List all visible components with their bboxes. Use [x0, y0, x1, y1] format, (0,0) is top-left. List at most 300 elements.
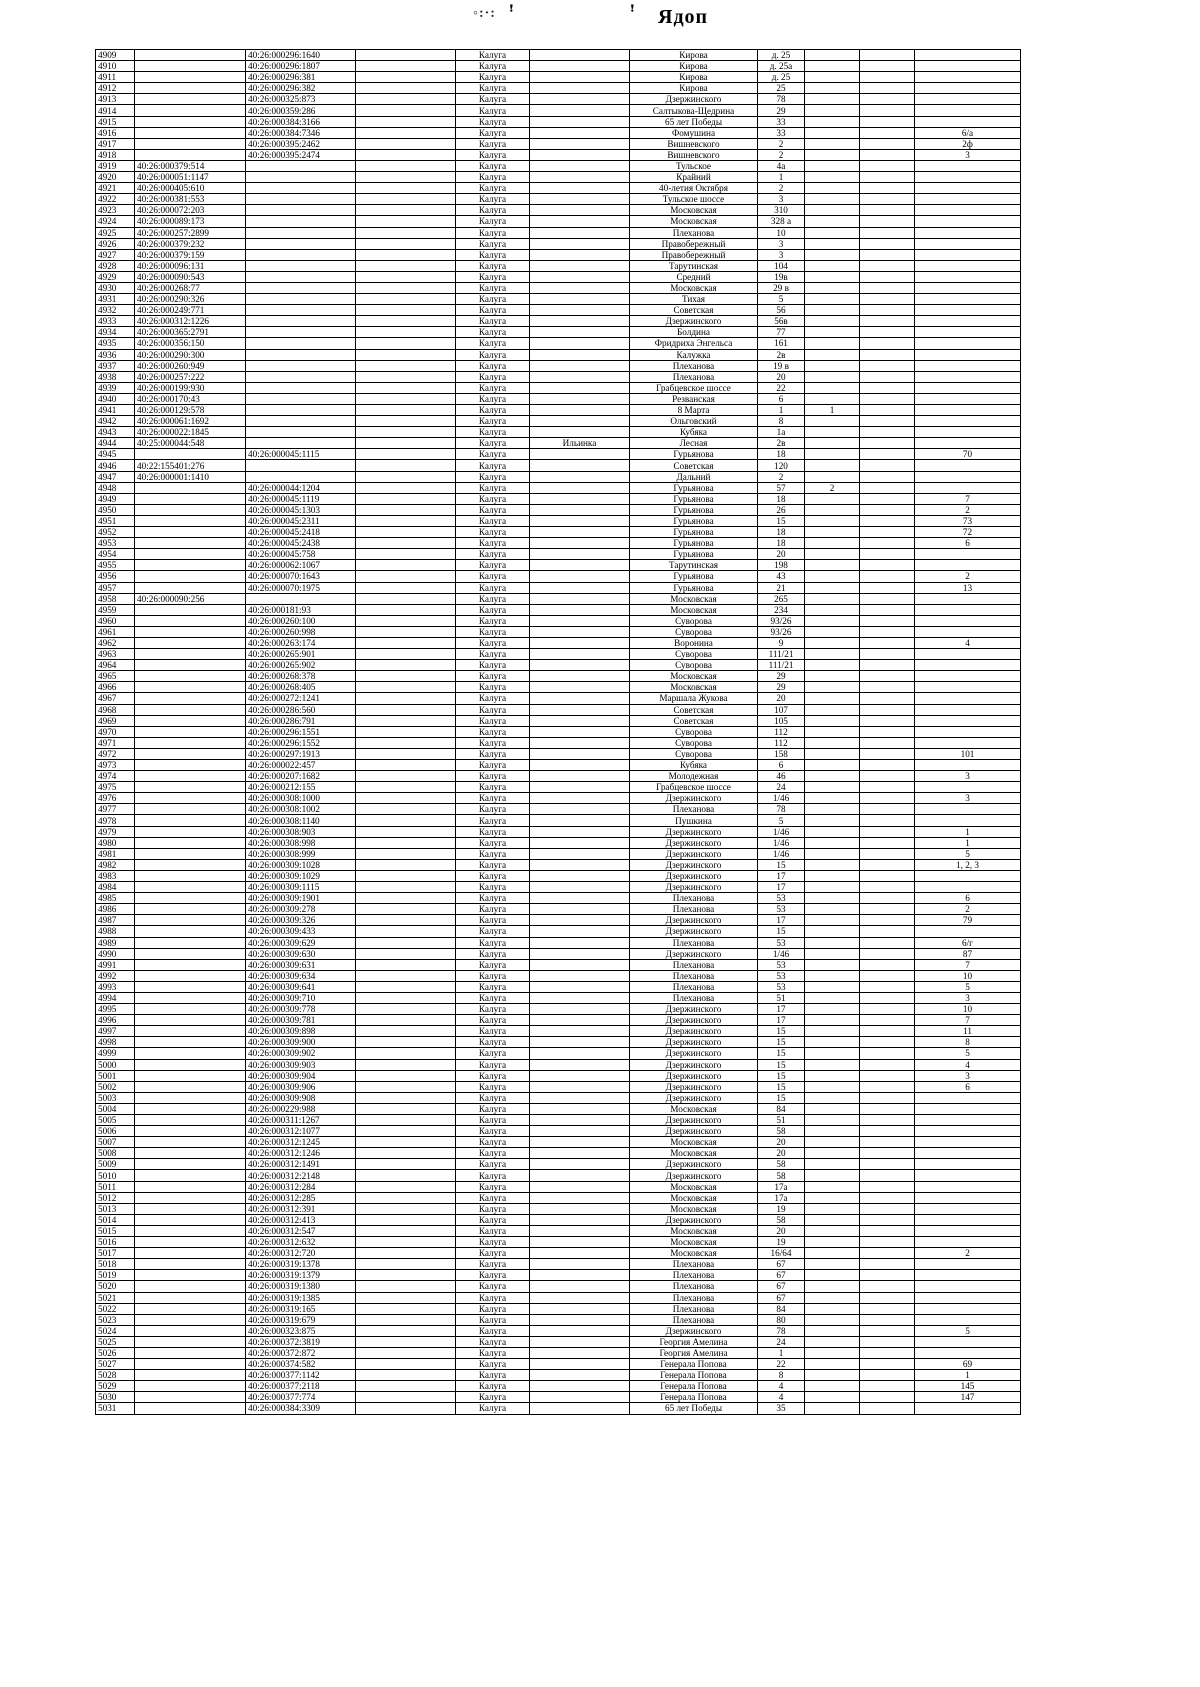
cell-col-empty — [356, 693, 456, 704]
cell-house-number: 15 — [758, 1059, 805, 1070]
cell-city: Калуга — [456, 427, 530, 438]
cell-cadastral-number-land — [135, 1359, 246, 1370]
cell-city: Калуга — [456, 360, 530, 371]
cell-cadastral-number-building: 40:26:000286:560 — [246, 704, 356, 715]
cell-col-empty — [356, 826, 456, 837]
cell-cadastral-number-land: 40:26:000405:610 — [135, 183, 246, 194]
table-row — [96, 416, 1021, 427]
cell-apartment — [915, 271, 1021, 282]
cell-cadastral-number-building — [246, 238, 356, 249]
cell-row-number: 4962 — [96, 637, 135, 648]
cell-cadastral-number-building — [246, 427, 356, 438]
cell-row-number: 4938 — [96, 371, 135, 382]
cell-structure — [860, 305, 915, 316]
cell-structure — [860, 1170, 915, 1181]
cell-structure — [860, 1292, 915, 1303]
cell-building — [805, 1004, 860, 1015]
cell-building — [805, 1203, 860, 1214]
cell-cadastral-number-land — [135, 1103, 246, 1114]
cell-structure — [860, 50, 915, 61]
cell-cadastral-number-building — [246, 360, 356, 371]
cell-structure — [860, 671, 915, 682]
cell-structure — [860, 1270, 915, 1281]
cell-structure — [860, 271, 915, 282]
cell-cadastral-number-building: 40:26:000309:903 — [246, 1059, 356, 1070]
cell-city: Калуга — [456, 338, 530, 349]
cell-house-number: 4а — [758, 160, 805, 171]
cell-city: Калуга — [456, 693, 530, 704]
cell-row-number: 4949 — [96, 493, 135, 504]
cell-city: Калуга — [456, 1037, 530, 1048]
cell-settlement — [530, 760, 630, 771]
cell-row-number: 4957 — [96, 582, 135, 593]
cell-house-number: 158 — [758, 748, 805, 759]
cell-street: Дзержинского — [630, 1070, 758, 1081]
cell-col-empty — [356, 1325, 456, 1336]
cell-cadastral-number-building: 40:26:000265:901 — [246, 649, 356, 660]
cell-cadastral-number-building: 40:26:000312:547 — [246, 1225, 356, 1236]
cell-row-number: 5000 — [96, 1059, 135, 1070]
cell-row-number: 5027 — [96, 1359, 135, 1370]
cell-cadastral-number-land — [135, 549, 246, 560]
cell-col-empty — [356, 904, 456, 915]
table-row — [96, 194, 1021, 205]
cell-house-number: 161 — [758, 338, 805, 349]
cell-col-empty — [356, 571, 456, 582]
cell-building — [805, 338, 860, 349]
cell-structure — [860, 282, 915, 293]
cell-city: Калуга — [456, 815, 530, 826]
cell-structure — [860, 1259, 915, 1270]
table-row — [96, 1103, 1021, 1114]
cell-city: Калуга — [456, 549, 530, 560]
table-row — [96, 515, 1021, 526]
cell-settlement — [530, 837, 630, 848]
cell-house-number: 9 — [758, 637, 805, 648]
cell-house-number: 19в — [758, 271, 805, 282]
cell-house-number: д. 25 — [758, 50, 805, 61]
cell-house-number: 17а — [758, 1192, 805, 1203]
cell-street: Плеханова — [630, 804, 758, 815]
cell-city: Калуга — [456, 715, 530, 726]
cell-settlement — [530, 538, 630, 549]
cell-house-number: 19 в — [758, 360, 805, 371]
cell-row-number: 4921 — [96, 183, 135, 194]
cell-cadastral-number-building — [246, 327, 356, 338]
cell-building — [805, 649, 860, 660]
cell-city: Калуга — [456, 94, 530, 105]
cell-cadastral-number-land — [135, 837, 246, 848]
cell-settlement — [530, 260, 630, 271]
cell-apartment — [915, 338, 1021, 349]
cell-street: Московская — [630, 1248, 758, 1259]
cell-settlement — [530, 460, 630, 471]
cell-cadastral-number-land — [135, 1126, 246, 1137]
cell-apartment — [915, 671, 1021, 682]
cell-cadastral-number-building: 40:26:000372:872 — [246, 1347, 356, 1358]
cell-apartment — [915, 1103, 1021, 1114]
cell-building — [805, 83, 860, 94]
cell-cadastral-number-building: 40:26:000312:285 — [246, 1192, 356, 1203]
cell-building — [805, 393, 860, 404]
table-row — [96, 859, 1021, 870]
cell-street: Резванская — [630, 393, 758, 404]
cell-building — [805, 560, 860, 571]
cell-row-number: 4953 — [96, 538, 135, 549]
cell-cadastral-number-land: 40:26:000129:578 — [135, 405, 246, 416]
cell-cadastral-number-land — [135, 870, 246, 881]
cell-city: Калуга — [456, 915, 530, 926]
cell-cadastral-number-land — [135, 848, 246, 859]
cell-cadastral-number-building — [246, 349, 356, 360]
cell-street: Дзержинского — [630, 1015, 758, 1026]
cell-cadastral-number-land — [135, 127, 246, 138]
cell-apartment — [915, 715, 1021, 726]
cell-street: Плеханова — [630, 992, 758, 1003]
table-row — [96, 893, 1021, 904]
cell-row-number: 5029 — [96, 1381, 135, 1392]
cell-settlement — [530, 915, 630, 926]
cell-street: Фомушина — [630, 127, 758, 138]
cell-house-number: 25 — [758, 83, 805, 94]
cell-cadastral-number-building: 40:26:000286:791 — [246, 715, 356, 726]
cell-building: 1 — [805, 405, 860, 416]
cell-structure — [860, 726, 915, 737]
header-scan-mark: ꜝ — [509, 6, 515, 21]
cell-building — [805, 305, 860, 316]
cell-street: Дзержинского — [630, 94, 758, 105]
cell-col-empty — [356, 1159, 456, 1170]
cell-cadastral-number-land: 40:26:000379:232 — [135, 238, 246, 249]
cell-structure — [860, 405, 915, 416]
table-row — [96, 981, 1021, 992]
cell-col-empty — [356, 515, 456, 526]
cell-city: Калуга — [456, 83, 530, 94]
cell-apartment — [915, 1192, 1021, 1203]
cell-street: Советская — [630, 704, 758, 715]
cell-row-number: 5013 — [96, 1203, 135, 1214]
table-row — [96, 937, 1021, 948]
cell-street: Дзержинского — [630, 926, 758, 937]
cell-street: Гурьянова — [630, 482, 758, 493]
cell-apartment — [915, 1181, 1021, 1192]
cell-structure — [860, 1037, 915, 1048]
cell-structure — [860, 438, 915, 449]
cell-cadastral-number-land — [135, 1248, 246, 1259]
cell-row-number: 4913 — [96, 94, 135, 105]
cell-building — [805, 127, 860, 138]
cell-structure — [860, 593, 915, 604]
cell-apartment — [915, 1126, 1021, 1137]
cell-col-empty — [356, 83, 456, 94]
cell-building — [805, 327, 860, 338]
cell-cadastral-number-land — [135, 815, 246, 826]
cell-row-number: 4947 — [96, 471, 135, 482]
cell-city: Калуга — [456, 726, 530, 737]
cell-city: Калуга — [456, 238, 530, 249]
cell-house-number: 6 — [758, 393, 805, 404]
cell-structure — [860, 449, 915, 460]
cell-apartment: 73 — [915, 515, 1021, 526]
cell-street: Воронина — [630, 637, 758, 648]
cell-house-number: 58 — [758, 1159, 805, 1170]
cell-house-number: д. 25а — [758, 61, 805, 72]
cell-cadastral-number-land: 40:25:000044:548 — [135, 438, 246, 449]
table-row — [96, 1059, 1021, 1070]
cell-street: Суворова — [630, 748, 758, 759]
cell-city: Калуга — [456, 1259, 530, 1270]
cell-cadastral-number-land — [135, 804, 246, 815]
cell-settlement — [530, 316, 630, 327]
cell-street: Дзержинского — [630, 316, 758, 327]
cell-street: Генерала Попова — [630, 1392, 758, 1403]
cell-structure — [860, 1248, 915, 1259]
cell-settlement — [530, 771, 630, 782]
cell-settlement — [530, 405, 630, 416]
cell-cadastral-number-land — [135, 138, 246, 149]
cell-city: Калуга — [456, 327, 530, 338]
table-row — [96, 238, 1021, 249]
cell-structure — [860, 160, 915, 171]
cell-cadastral-number-building — [246, 416, 356, 427]
cell-cadastral-number-land — [135, 1004, 246, 1015]
cell-col-empty — [356, 882, 456, 893]
cell-row-number: 5025 — [96, 1336, 135, 1347]
cell-apartment: 3 — [915, 1070, 1021, 1081]
cell-row-number: 4934 — [96, 327, 135, 338]
cell-apartment — [915, 316, 1021, 327]
cell-building — [805, 704, 860, 715]
table-row — [96, 249, 1021, 260]
cell-building — [805, 593, 860, 604]
cell-cadastral-number-building — [246, 271, 356, 282]
cell-cadastral-number-land — [135, 149, 246, 160]
cell-structure — [860, 1314, 915, 1325]
cell-street: Советская — [630, 715, 758, 726]
cell-city: Калуга — [456, 271, 530, 282]
cell-cadastral-number-building: 40:26:000309:710 — [246, 992, 356, 1003]
table-row — [96, 782, 1021, 793]
cell-building — [805, 870, 860, 881]
cell-col-empty — [356, 1225, 456, 1236]
cell-settlement — [530, 338, 630, 349]
cell-col-empty — [356, 649, 456, 660]
cell-city: Калуга — [456, 571, 530, 582]
cell-house-number: 53 — [758, 959, 805, 970]
table-row — [96, 61, 1021, 72]
cell-street: Гурьянова — [630, 549, 758, 560]
cell-house-number: 29 — [758, 682, 805, 693]
table-row — [96, 615, 1021, 626]
cell-row-number: 4960 — [96, 615, 135, 626]
cell-cadastral-number-building: 40:26:000045:1115 — [246, 449, 356, 460]
cell-cadastral-number-building: 40:26:000296:381 — [246, 72, 356, 83]
cell-col-empty — [356, 1314, 456, 1325]
cell-settlement — [530, 948, 630, 959]
cell-col-empty — [356, 216, 456, 227]
cell-structure — [860, 504, 915, 515]
cell-row-number: 5002 — [96, 1081, 135, 1092]
cell-building — [805, 1192, 860, 1203]
cell-row-number: 4915 — [96, 116, 135, 127]
cell-cadastral-number-building: 40:26:000308:1002 — [246, 804, 356, 815]
cell-street: Московская — [630, 682, 758, 693]
cell-building — [805, 183, 860, 194]
cell-row-number: 4968 — [96, 704, 135, 715]
cell-building — [805, 671, 860, 682]
cell-house-number: 15 — [758, 1092, 805, 1103]
cell-col-empty — [356, 915, 456, 926]
cell-col-empty — [356, 538, 456, 549]
cell-row-number: 4917 — [96, 138, 135, 149]
table-row — [96, 294, 1021, 305]
cell-cadastral-number-land: 40:26:000312:1226 — [135, 316, 246, 327]
cell-city: Калуга — [456, 294, 530, 305]
cell-settlement — [530, 882, 630, 893]
cell-building — [805, 826, 860, 837]
cell-row-number: 4958 — [96, 593, 135, 604]
cell-settlement — [530, 249, 630, 260]
table-row — [96, 360, 1021, 371]
cell-building — [805, 1270, 860, 1281]
cell-cadastral-number-land — [135, 637, 246, 648]
cell-street: Плеханова — [630, 893, 758, 904]
cell-cadastral-number-building: 40:26:000181:93 — [246, 604, 356, 615]
cell-street: Тульское шоссе — [630, 194, 758, 205]
cell-settlement — [530, 371, 630, 382]
cell-col-empty — [356, 138, 456, 149]
cell-city: Калуга — [456, 704, 530, 715]
cell-row-number: 4945 — [96, 449, 135, 460]
cell-apartment — [915, 50, 1021, 61]
table-row — [96, 427, 1021, 438]
cell-col-empty — [356, 626, 456, 637]
cell-row-number: 4909 — [96, 50, 135, 61]
cell-street: Дзержинского — [630, 1081, 758, 1092]
cell-structure — [860, 294, 915, 305]
cell-settlement — [530, 571, 630, 582]
cell-city: Калуга — [456, 959, 530, 970]
cell-col-empty — [356, 1303, 456, 1314]
cell-structure — [860, 260, 915, 271]
cell-structure — [860, 926, 915, 937]
cell-col-empty — [356, 793, 456, 804]
cell-house-number: 17 — [758, 1004, 805, 1015]
table-row — [96, 1347, 1021, 1358]
cell-apartment: 8 — [915, 1037, 1021, 1048]
cell-building — [805, 981, 860, 992]
cell-cadastral-number-land — [135, 726, 246, 737]
cell-street: Дзержинского — [630, 1325, 758, 1336]
cell-city: Калуга — [456, 1092, 530, 1103]
cell-building — [805, 160, 860, 171]
cell-building — [805, 94, 860, 105]
cell-street: Салтыкова-Щедрина — [630, 105, 758, 116]
cell-settlement — [530, 1225, 630, 1236]
cell-cadastral-number-building: 40:26:000309:629 — [246, 937, 356, 948]
table-row — [96, 227, 1021, 238]
cell-apartment — [915, 1347, 1021, 1358]
cell-cadastral-number-land — [135, 527, 246, 538]
cell-col-empty — [356, 105, 456, 116]
cell-street: Правобережный — [630, 249, 758, 260]
cell-cadastral-number-land: 40:26:000001:1410 — [135, 471, 246, 482]
cell-building — [805, 227, 860, 238]
cell-city: Калуга — [456, 1314, 530, 1325]
table-row — [96, 1214, 1021, 1225]
cell-row-number: 4964 — [96, 660, 135, 671]
cell-house-number: 2в — [758, 349, 805, 360]
cell-cadastral-number-land: 40:26:000061:1692 — [135, 416, 246, 427]
cell-building — [805, 893, 860, 904]
cell-row-number: 4994 — [96, 992, 135, 1003]
cell-row-number: 4930 — [96, 282, 135, 293]
cell-structure — [860, 1159, 915, 1170]
table-row — [96, 183, 1021, 194]
cell-row-number: 4971 — [96, 737, 135, 748]
cell-building — [805, 360, 860, 371]
cell-building — [805, 1092, 860, 1103]
cell-city: Калуга — [456, 748, 530, 759]
cell-city: Калуга — [456, 449, 530, 460]
cell-row-number: 4986 — [96, 904, 135, 915]
cell-apartment — [915, 649, 1021, 660]
table-row — [96, 216, 1021, 227]
cell-street: Дзержинского — [630, 793, 758, 804]
cell-building — [805, 848, 860, 859]
cell-cadastral-number-building — [246, 183, 356, 194]
cell-structure — [860, 416, 915, 427]
cell-row-number: 4952 — [96, 527, 135, 538]
cell-building — [805, 915, 860, 926]
cell-structure — [860, 393, 915, 404]
cell-building — [805, 149, 860, 160]
cell-settlement — [530, 149, 630, 160]
table-row — [96, 571, 1021, 582]
cell-cadastral-number-building: 40:26:000263:174 — [246, 637, 356, 648]
cell-building — [805, 726, 860, 737]
cell-cadastral-number-building: 40:26:000260:100 — [246, 615, 356, 626]
cell-structure — [860, 693, 915, 704]
cell-street: Московская — [630, 593, 758, 604]
cell-col-empty — [356, 338, 456, 349]
cell-structure — [860, 183, 915, 194]
cell-col-empty — [356, 50, 456, 61]
cell-apartment — [915, 693, 1021, 704]
cell-cadastral-number-building: 40:26:000296:382 — [246, 83, 356, 94]
cell-apartment — [915, 282, 1021, 293]
cell-street: Маршала Жукова — [630, 693, 758, 704]
cell-col-empty — [356, 582, 456, 593]
cell-city: Калуга — [456, 172, 530, 183]
cell-street: Дзержинского — [630, 1037, 758, 1048]
cell-col-empty — [356, 959, 456, 970]
cell-apartment: 10 — [915, 970, 1021, 981]
cell-building — [805, 449, 860, 460]
cell-structure — [860, 427, 915, 438]
cell-building — [805, 804, 860, 815]
table-row — [96, 870, 1021, 881]
cell-house-number: 15 — [758, 926, 805, 937]
cell-col-empty — [356, 815, 456, 826]
cell-house-number: 234 — [758, 604, 805, 615]
cell-row-number: 4950 — [96, 504, 135, 515]
cell-structure — [860, 482, 915, 493]
cell-col-empty — [356, 1248, 456, 1259]
cell-apartment: 145 — [915, 1381, 1021, 1392]
cell-building — [805, 571, 860, 582]
cell-house-number: 19 — [758, 1203, 805, 1214]
